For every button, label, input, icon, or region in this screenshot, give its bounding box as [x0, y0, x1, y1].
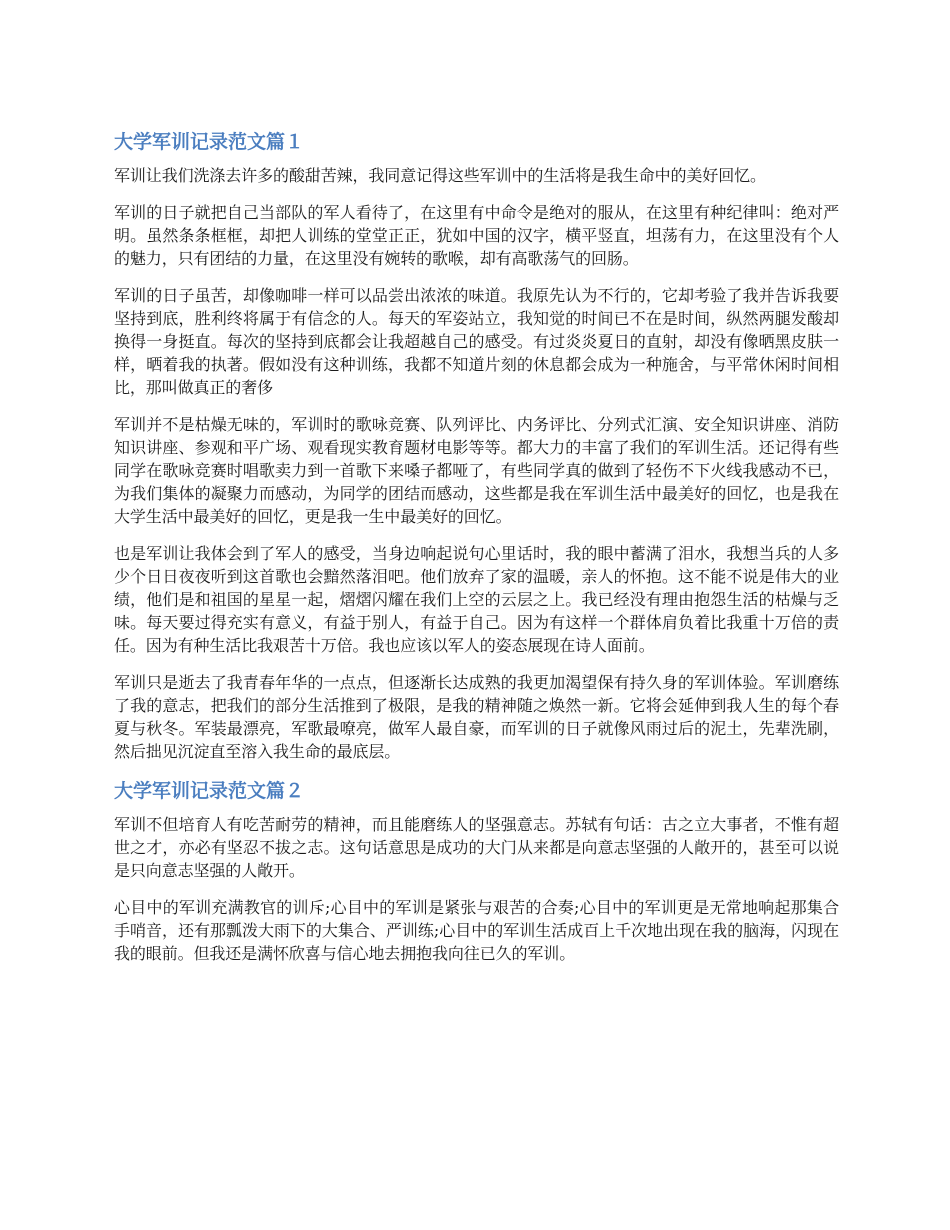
document-page: [114, 128, 839, 979]
paragraph: 军训并不是枯燥无味的，军训时的歌咏竞赛、队列评比、内务评比、分列式汇演、安全知识讲座、消防知识讲座、参观和平广场、观看现实教育题材电影等等。都大力的丰富了我们的军训生活。还记得有些同学在歌咏竞赛时唱歌卖力到一首歌下来嗓子都哑了，有些同学真的做到了轻伤不下火线我感动不已，为我们集体的凝聚力而感动，为同学的团结而感动，这些都是我在军训生活中最美好的回忆，也是我在大学生活中最美好的回忆，更是我一生中最美好的回忆。: [114, 415, 839, 526]
paragraph: 也是军训让我体会到了军人的感受，当身边响起说句心里话时，我的眼中蓄满了泪水，我想当兵的人多少个日日夜夜听到这首歌也会黯然落泪吧。他们放弃了家的温暖，亲人的怀抱。这不能不说是伟大的业绩，他们是和祖国的星星一起，熠熠闪耀在我们上空的云层之上。我已经没有理由抱怨生活的枯燥与乏味。每天要过得充实有意义，有益于别人，有益于自己。因为有这样一个群体肩负着比我重十万倍的责任。因为有种生活比我艰苦十万倍。我也应该以军人的姿态展现在诗人面前。: [114, 544, 839, 655]
paragraph: 军训让我们洗涤去许多的酸甜苦辣，我同意记得这些军训中的生活将是我生命中的美好回忆。: [114, 166, 766, 185]
paragraph: 军训的日子虽苦，却像咖啡一样可以品尝出浓浓的味道。我原先认为不行的，它却考验了我并告诉我要坚持到底，胜利终将属于有信念的人。每天的军姿站立，我知觉的时间已不在是时间，纵然两腿发酸却换得一身挺直。每次的坚持到底都会让我超越自己的感受。有过炎炎夏日的直射，却没有像晒黑皮肤一样，晒着我的执著。假如没有这种训练，我都不知道片刻的休息都会成为一种施舍，与平常休闲时间相比，那叫做真正的奢侈: [114, 286, 839, 397]
section-heading-1: 大学军训记录范文篇１: [114, 131, 305, 153]
paragraph: 军训不但培育人有吃苦耐劳的精神，而且能磨练人的坚强意志。苏轼有句话：古之立大事者，不惟有超世之才，亦必有坚忍不拔之志。这句话意思是成功的大门从来都是向意志坚强的人敞开的，甚至可以说是只向意志坚强的人敞开。: [114, 815, 839, 880]
paragraph: 心目中的军训充满教官的训斥;心目中的军训是紧张与艰苦的合奏;心目中的军训更是无常地响起那集合手哨音，还有那瓢泼大雨下的大集合、严训练;心目中的军训生活成百上千次地出现在我的脑海，闪现在我的眼前。但我还是满怀欣喜与信心地去拥抱我向往已久的军训。: [114, 898, 839, 963]
paragraph: 军训的日子就把自己当部队的军人看待了，在这里有中命令是绝对的服从，在这里有种纪律叫：绝对严明。虽然条条框框，却把人训练的堂堂正正，犹如中国的汉字，横平竖直，坦荡有力，在这里没有个人的魅力，只有团结的力量，在这里没有婉转的歌喉，却有高歌荡气的回肠。: [114, 203, 839, 268]
paragraph: 军训只是逝去了我青春年华的一点点，但逐渐长达成熟的我更加渴望保有持久身的军训体验。军训磨练了我的意志，把我们的部分生活推到了极限，是我的精神随之焕然一新。它将会延伸到我人生的每个春夏与秋冬。军装最漂亮，军歌最嘹亮，做军人最自豪，而军训的日子就像风雨过后的泥土，先辈洗刷，然后拙见沉淀直至溶入我生命的最底层。: [114, 673, 839, 761]
section-heading-2: 大学军训记录范文篇２: [114, 780, 305, 802]
